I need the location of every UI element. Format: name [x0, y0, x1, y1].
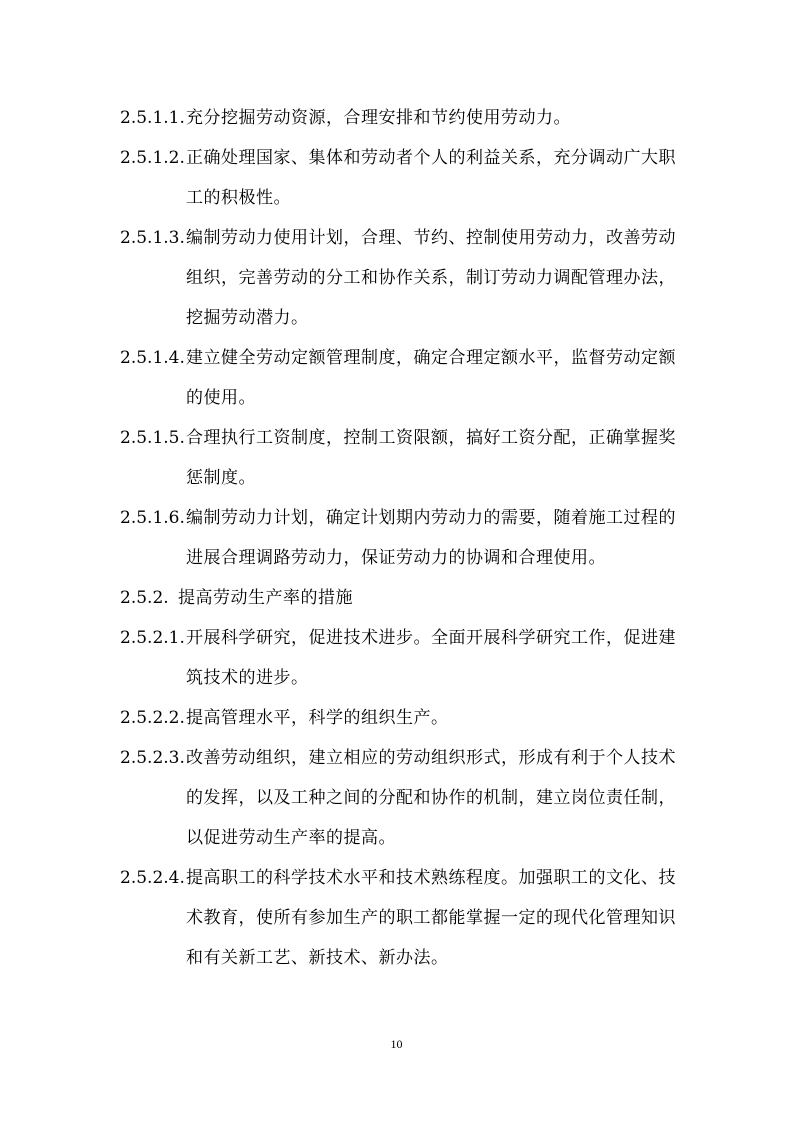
- item-number: 2.5.2.3.: [120, 748, 185, 768]
- page-number: 10: [390, 1037, 403, 1051]
- list-item: [120, 138, 680, 218]
- item-number: 2.5.1.6.: [120, 508, 185, 528]
- list-item: [120, 98, 680, 138]
- item-number: 2.5.2.4.: [120, 868, 185, 888]
- item-text: 编制劳动力使用计划，合理、节约、控制使用劳动力，改善劳动组织，完善劳动的分工和协作关系，制订劳动力调配管理办法，挖掘劳动潜力。: [186, 228, 676, 328]
- item-number: 2.5.2.1.: [120, 628, 185, 648]
- list-item: [120, 858, 680, 978]
- item-number: 2.5.1.5.: [120, 428, 185, 448]
- item-text: 建立健全劳动定额管理制度，确定合理定额水平，监督劳动定额的使用。: [186, 348, 676, 408]
- item-text: 提高职工的科学技术水平和技术熟练程度。加强职工的文化、技术教育，使所有参加生产的职工都能掌握一定的现代化管理知识和有关新工艺、新技术、新办法。: [186, 868, 676, 968]
- list-item: [120, 698, 680, 738]
- list-item: [120, 218, 680, 338]
- list-item: [120, 618, 680, 698]
- item-text: 合理执行工资制度，控制工资限额，搞好工资分配，正确掌握奖惩制度。: [186, 428, 676, 488]
- list-item: [120, 738, 680, 858]
- item-number: 2.5.1.2.: [120, 148, 185, 168]
- item-text: 充分挖掘劳动资源，合理安排和节约使用劳动力。: [186, 108, 571, 128]
- item-text: 提高劳动生产率的措施: [178, 588, 353, 608]
- item-number: 2.5.1.1.: [120, 108, 185, 128]
- list-item: [120, 338, 680, 418]
- item-text: 正确处理国家、集体和劳动者个人的利益关系，充分调动广大职工的积极性。: [186, 148, 676, 208]
- item-text: 改善劳动组织，建立相应的劳动组织形式，形成有利于个人技术的发挥，以及工种之间的分配和协作的机制，建立岗位责任制，以促进劳动生产率的提高。: [186, 748, 676, 848]
- section-heading: [120, 578, 680, 618]
- item-number: 2.5.2.2.: [120, 708, 185, 728]
- document-body: [120, 98, 680, 978]
- item-text: 提高管理水平，科学的组织生产。: [186, 708, 449, 728]
- item-number: 2.5.1.3.: [120, 228, 185, 248]
- list-item: [120, 498, 680, 578]
- item-number: 2.5.1.4.: [120, 348, 185, 368]
- list-item: [120, 418, 680, 498]
- item-text: 开展科学研究，促进技术进步。全面开展科学研究工作，促进建筑技术的进步。: [186, 628, 676, 688]
- item-text: 编制劳动力计划，确定计划期内劳动力的需要，随着施工过程的进展合理调路劳动力，保证劳动力的协调和合理使用。: [186, 508, 676, 568]
- item-number: 2.5.2.: [120, 588, 169, 608]
